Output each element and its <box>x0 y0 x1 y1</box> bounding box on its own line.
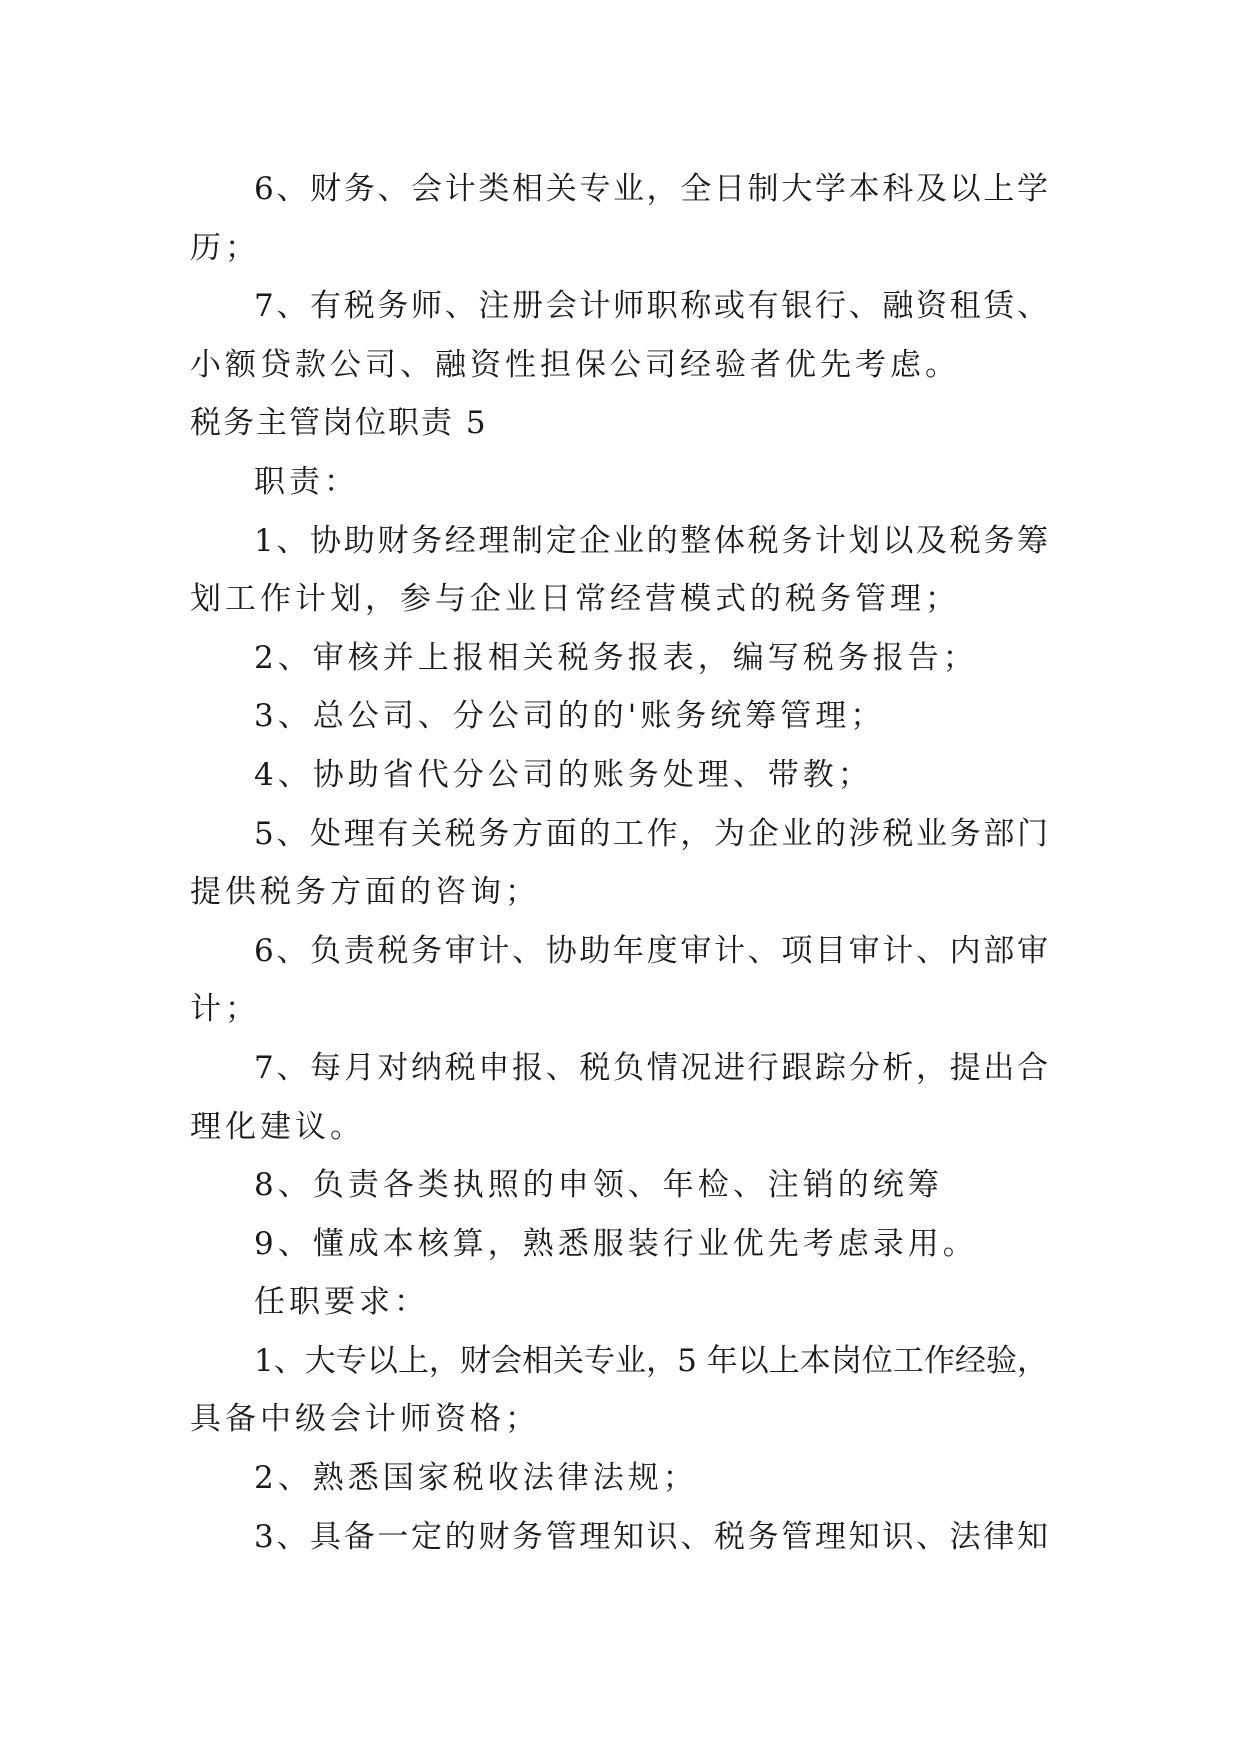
paragraph-line: 1、协助财务经理制定企业的整体税务计划以及税务筹 <box>254 522 1048 559</box>
paragraph-line: 3、具备一定的财务管理知识、税务管理知识、法律知 <box>254 1518 1048 1555</box>
paragraph-line: 6、财务、会计类相关专业，全日制大学本科及以上学 <box>254 171 1048 207</box>
paragraph-line: 9、懂成本核算，熟悉服装行业优先考虑录用。 <box>254 1225 978 1262</box>
paragraph-line: 7、每月对纳税申报、税负情况进行跟踪分析，提出合 <box>254 1049 1048 1086</box>
paragraph-line: 7、有税务师、注册会计师职称或有银行、融资租赁、 <box>254 288 1048 325</box>
paragraph-line: 8、负责各类执照的申领、年检、注销的统筹 <box>254 1167 943 1204</box>
paragraph-line: 3、总公司、分公司的的'账务统筹管理； <box>254 698 886 735</box>
paragraph-line: 计； <box>190 991 260 1028</box>
paragraph-line: 2、熟悉国家税收法律法规； <box>254 1460 698 1497</box>
paragraph-line: 6、负责税务审计、协助年度审计、项目审计、内部审 <box>254 932 1048 969</box>
document-body <box>190 160 1048 1566</box>
paragraph-line: 划工作计划，参与企业日常经营模式的税务管理； <box>190 581 960 618</box>
paragraph-line: 5、处理有关税务方面的工作，为企业的涉税业务部门 <box>254 815 1048 852</box>
subsection-label: 职责： <box>254 463 359 500</box>
section-heading: 税务主管岗位职责 5 <box>190 405 488 442</box>
paragraph-line: 历； <box>190 229 260 266</box>
subsection-label: 任职要求： <box>254 1284 429 1321</box>
paragraph-line: 4、协助省代分公司的账务处理、带教； <box>254 756 873 793</box>
paragraph-line: 理化建议。 <box>190 1108 365 1145</box>
paragraph-line: 1、大专以上，财会相关专业，5 年以上本岗位工作经验， <box>254 1342 1048 1379</box>
paragraph-line: 小额贷款公司、融资性担保公司经验者优先考虑。 <box>190 346 960 383</box>
paragraph-line: 2、审核并上报相关税务报表，编写税务报告； <box>254 639 978 676</box>
paragraph-line: 提供税务方面的咨询； <box>190 874 540 911</box>
paragraph-line: 具备中级会计师资格； <box>190 1401 540 1438</box>
